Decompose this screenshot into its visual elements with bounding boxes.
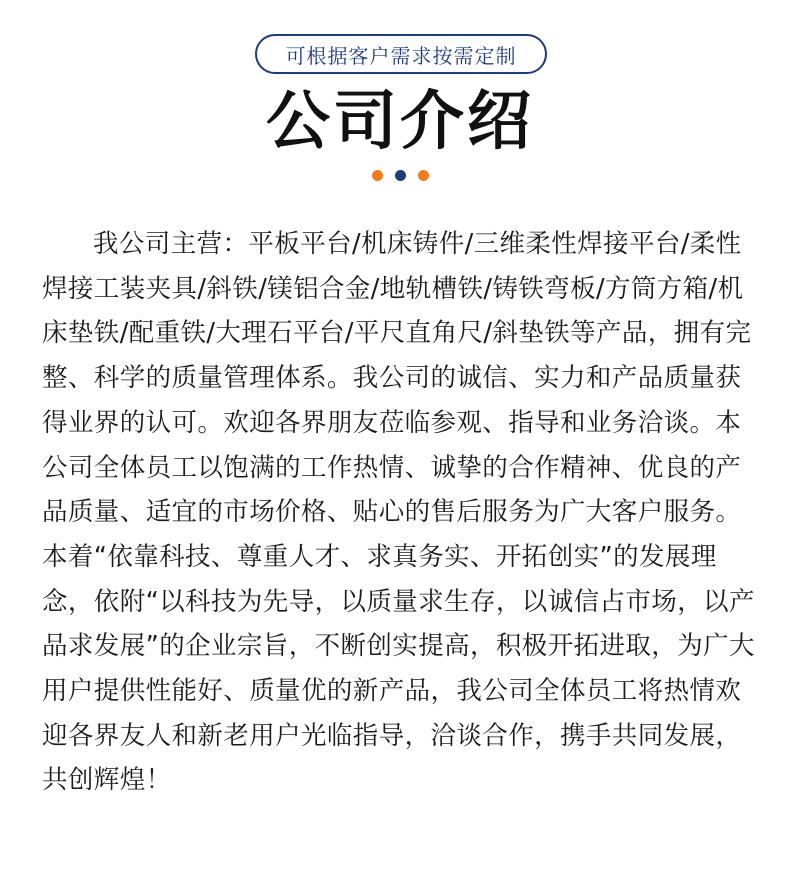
company-introduction-text: 我公司主营：平板平台/机床铸件/三维柔性焊接平台/柔性焊接工装夹具/斜铁/镁铝合金/地轨槽铁/铸铁弯板/方筒方箱/机床垫铁/配重铁/大理石平台/平尺直角尺/斜垫铁等产品，拥有完整、科学的质量管理体系。我公司的诚信、实力和产品质量获得业界的认可。欢迎各界朋友莅临参观、指导和业务洽谈。本公司全体员工以饱满的工作热情、诚挚的合作精神、优良的产品质量、适宜的市场价格、贴心的售后服务为广大客户服务。本着“依靠科技、尊重人才、求真务实、开拓创实”的发展理念，依附“以科技为先导，以质量求生存，以诚信占市场，以产品求发展”的企业宗旨，不断创实提高，积极开拓进取，为广大用户提供性能好、质量优的新产品，我公司全体员工将热情欢迎各界友人和新老用户光临指导，洽谈合作，携手共同发展，共创辉煌！ [42, 229, 755, 796]
dot-orange-right [418, 170, 429, 181]
dot-orange-left [372, 170, 383, 181]
page-title: 公司介绍 [266, 85, 534, 159]
customization-tag [255, 34, 547, 74]
customization-tag-label: 可根据客户需求按需定制 [285, 43, 517, 68]
dot-blue-center [395, 170, 406, 181]
decorative-dots [0, 170, 800, 181]
